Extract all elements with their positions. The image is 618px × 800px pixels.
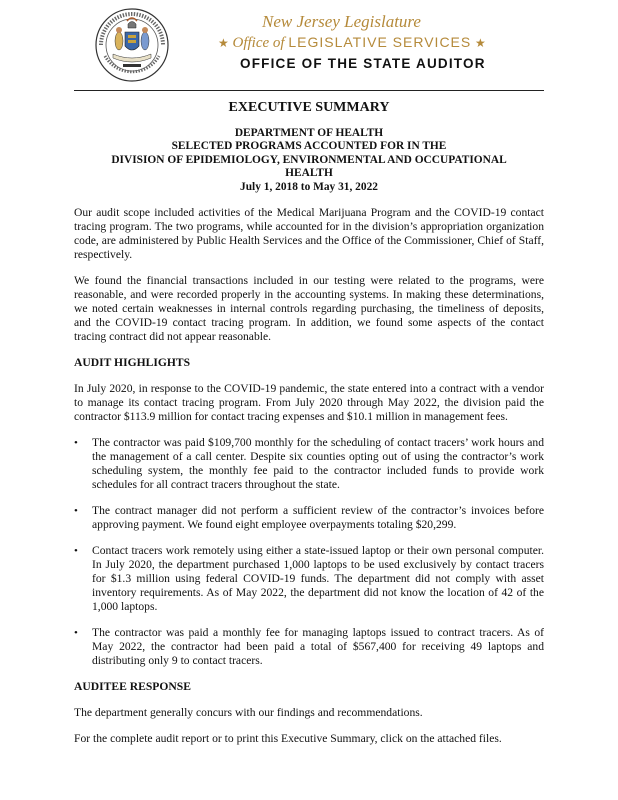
list-item [74, 504, 544, 532]
summary-content [74, 96, 544, 758]
footer-text: For the complete audit report or to print this Executive Summary, click on the attached files. [74, 732, 502, 746]
state-seal-icon [95, 8, 169, 82]
bullet-icon: • [74, 437, 78, 450]
office-prefix: Office of [232, 35, 285, 51]
highlights-list [74, 436, 544, 668]
response-heading: AUDITEE RESPONSE [74, 680, 191, 694]
list-item [74, 436, 544, 492]
letterhead [0, 0, 618, 90]
bullet-icon: • [74, 505, 78, 518]
letterhead-text [210, 12, 510, 75]
list-item [74, 544, 544, 614]
list-item-text: The contract manager did not perform a sufficient review of the contractor’s invoices before approving payment. We found eight employee overpayments totaling $20,299. [92, 504, 544, 532]
list-item-text: The contractor was paid $109,700 monthly for the scheduling of contact tracers’ work hours and the management of a call center. Despite six counties opting out of using the contractor’s work scheduling system, the monthly fee paid to the contractor included funds to provide work schedules for all contract tracers throughout the state. [92, 436, 544, 492]
star-icon: ★ [218, 36, 229, 50]
header-divider [74, 90, 544, 91]
department-line: DIVISION OF EPIDEMIOLOGY, ENVIRONMENTAL AND OCCUPATIONAL [111, 153, 507, 166]
list-item [74, 626, 544, 668]
response-text: The department generally concurs with our findings and recommendations. [74, 706, 423, 720]
department-heading [74, 127, 544, 194]
highlights-heading: AUDIT HIGHLIGHTS [74, 356, 191, 370]
list-item-text: Contact tracers work remotely using either a state-issued laptop or their own personal computer. In July 2020, the department purchased 1,000 laptops to be used exclusively by contact tracers for $1.3 million using federal COVID-19 funds. The department did not comply with asset inventory requirements. As of May 2022, the department did not know the location of 42 of the 1,000 laptops. [92, 544, 544, 614]
department-line: SELECTED PROGRAMS ACCOUNTED FOR IN THE [171, 140, 447, 153]
highlights-intro: In July 2020, in response to the COVID-19 pandemic, the state entered into a contract with a vendor to manage its contact tracing program. From July 2020 through May 2022, the division paid the contractor $113.9 million for contact tracing expenses and $10.1 million in management fees. [74, 382, 544, 424]
office-caps: LEGISLATIVE SERVICES [288, 34, 472, 50]
department-line: HEALTH [285, 167, 333, 180]
scope-paragraph: Our audit scope included activities of the Medical Marijuana Program and the COVID-19 contact tracing program. The two programs, while accounted for in the division’s appropriation organization code, are administered by Public Health Services and the Office of the Commissioner, Chief of Staff, respectively. [74, 206, 544, 262]
auditor-office-name: OFFICE OF THE STATE AUDITOR [240, 56, 486, 71]
findings-paragraph: We found the financial transactions included in our testing were related to the programs, were reasonable, and were recorded properly in the accounting systems. In making these determinations, we noted certain weaknesses in internal controls regarding purchasing, the timeliness of deposits, and the COVID-19 contact tracing program. In addition, we found some aspects of the contact tracing contract did not appear reasonable. [74, 274, 544, 344]
office-name [210, 32, 510, 53]
legislature-name: New Jersey Legislature [262, 12, 421, 31]
list-item-text: The contractor was paid a monthly fee for managing laptops issued to contract tracers. As of May 2022, the contractor had been paid a total of $567,400 for receiving 49 laptops and distributing only 9 to contact tracers. [92, 626, 544, 668]
page-title: EXECUTIVE SUMMARY [228, 100, 390, 115]
department-line: DEPARTMENT OF HEALTH [234, 127, 384, 139]
audit-period: July 1, 2018 to May 31, 2022 [240, 180, 378, 193]
bullet-icon: • [74, 627, 78, 640]
star-icon: ★ [474, 36, 486, 50]
bullet-icon: • [74, 545, 78, 558]
